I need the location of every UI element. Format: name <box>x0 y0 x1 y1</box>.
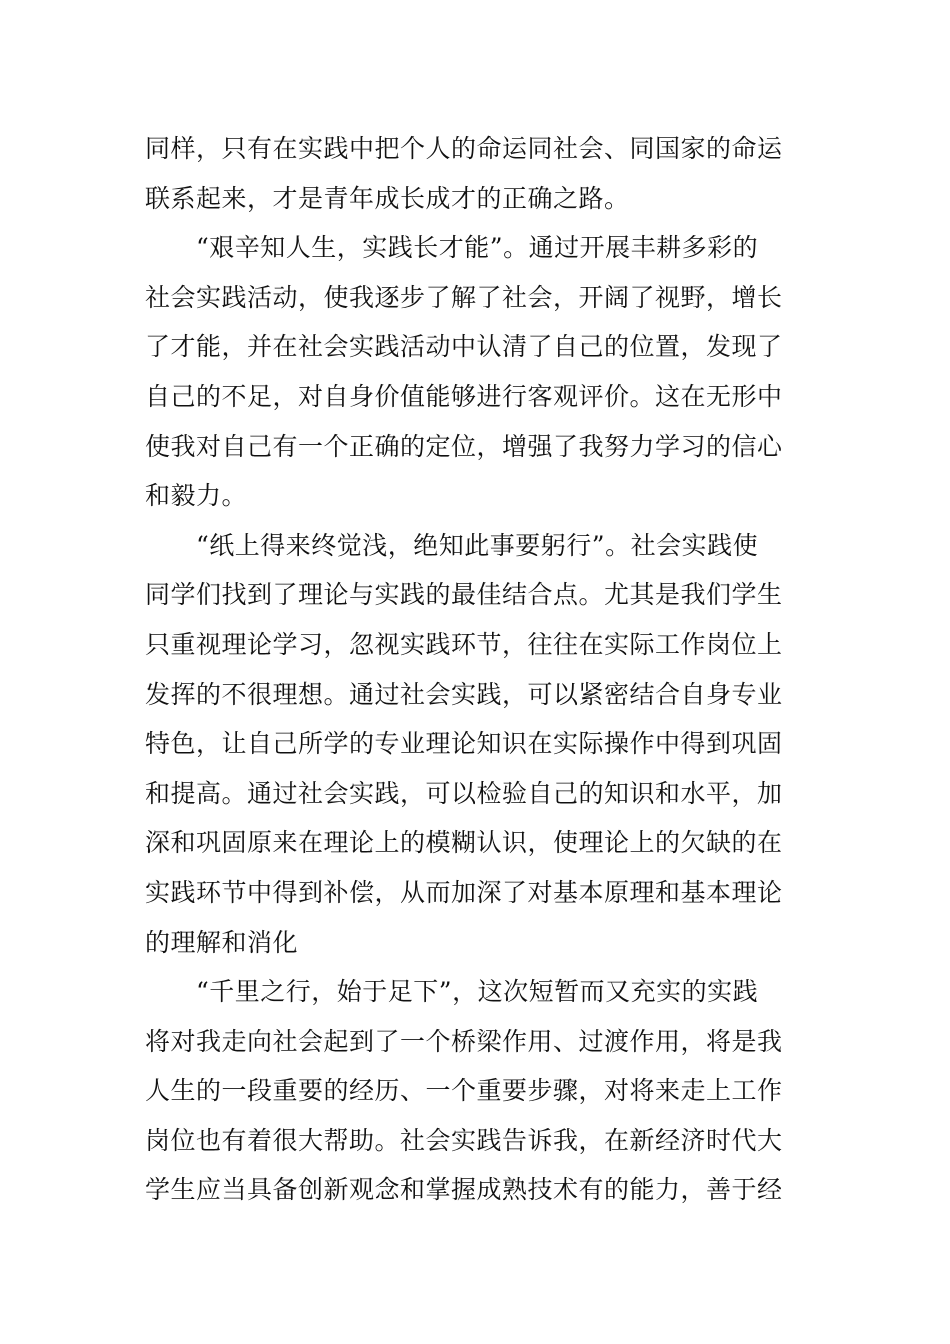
text-line: 同样，只有在实践中把个人的命运同社会、同国家的命运 <box>145 134 783 163</box>
text-line: “千里之行，始于足下”，这次短暂而又充实的实践 <box>145 977 759 1007</box>
text-line: 只重视理论学习，忽视实践环节，往往在实际工作岗位上 <box>145 629 783 659</box>
text-line: “纸上得来终觉浅，绝知此事要躬行”。社会实践使 <box>145 530 759 560</box>
text-line: 和毅力。 <box>145 481 248 511</box>
text-line: 实践环节中得到补偿，从而加深了对基本原理和基本理论 <box>145 877 783 907</box>
text-line: 深和巩固原来在理论上的模糊认识，使理论上的欠缺的在 <box>145 828 783 858</box>
text-line: 岗位也有着很大帮助。社会实践告诉我，在新经济时代大 <box>145 1125 783 1155</box>
text-line: 同学们找到了理论与实践的最佳结合点。尤其是我们学生 <box>145 580 783 610</box>
text-line: 了才能，并在社会实践活动中认清了自己的位置，发现了 <box>145 332 783 362</box>
text-line: 人生的一段重要的经历、一个重要步骤，对将来走上工作 <box>145 1076 783 1106</box>
text-line: 自己的不足，对自身价值能够进行客观评价。这在无形中 <box>145 381 783 411</box>
text-line: 社会实践活动，使我逐步了解了社会，开阔了视野，增长 <box>145 282 783 312</box>
text-line: 将对我走向社会起到了一个桥梁作用、过渡作用，将是我 <box>145 1026 783 1056</box>
text-line: 学生应当具备创新观念和掌握成熟技术有的能力，善于经 <box>145 1175 783 1205</box>
text-line: “艰辛知人生，实践长才能”。通过开展丰耕多彩的 <box>145 233 759 263</box>
text-line: 的理解和消化 <box>145 927 299 957</box>
document-body <box>145 124 810 1215</box>
text-line: 特色，让自己所学的专业理论知识在实际操作中得到巩固 <box>145 729 783 759</box>
text-line: 和提高。通过社会实践，可以检验自己的知识和水平，加 <box>145 778 783 808</box>
text-line: 发挥的不很理想。通过社会实践，可以紧密结合自身专业 <box>145 679 783 709</box>
text-line: 联系起来，才是青年成长成才的正确之路。 <box>145 183 630 213</box>
text-line: 使我对自己有一个正确的定位，增强了我努力学习的信心 <box>145 431 783 461</box>
